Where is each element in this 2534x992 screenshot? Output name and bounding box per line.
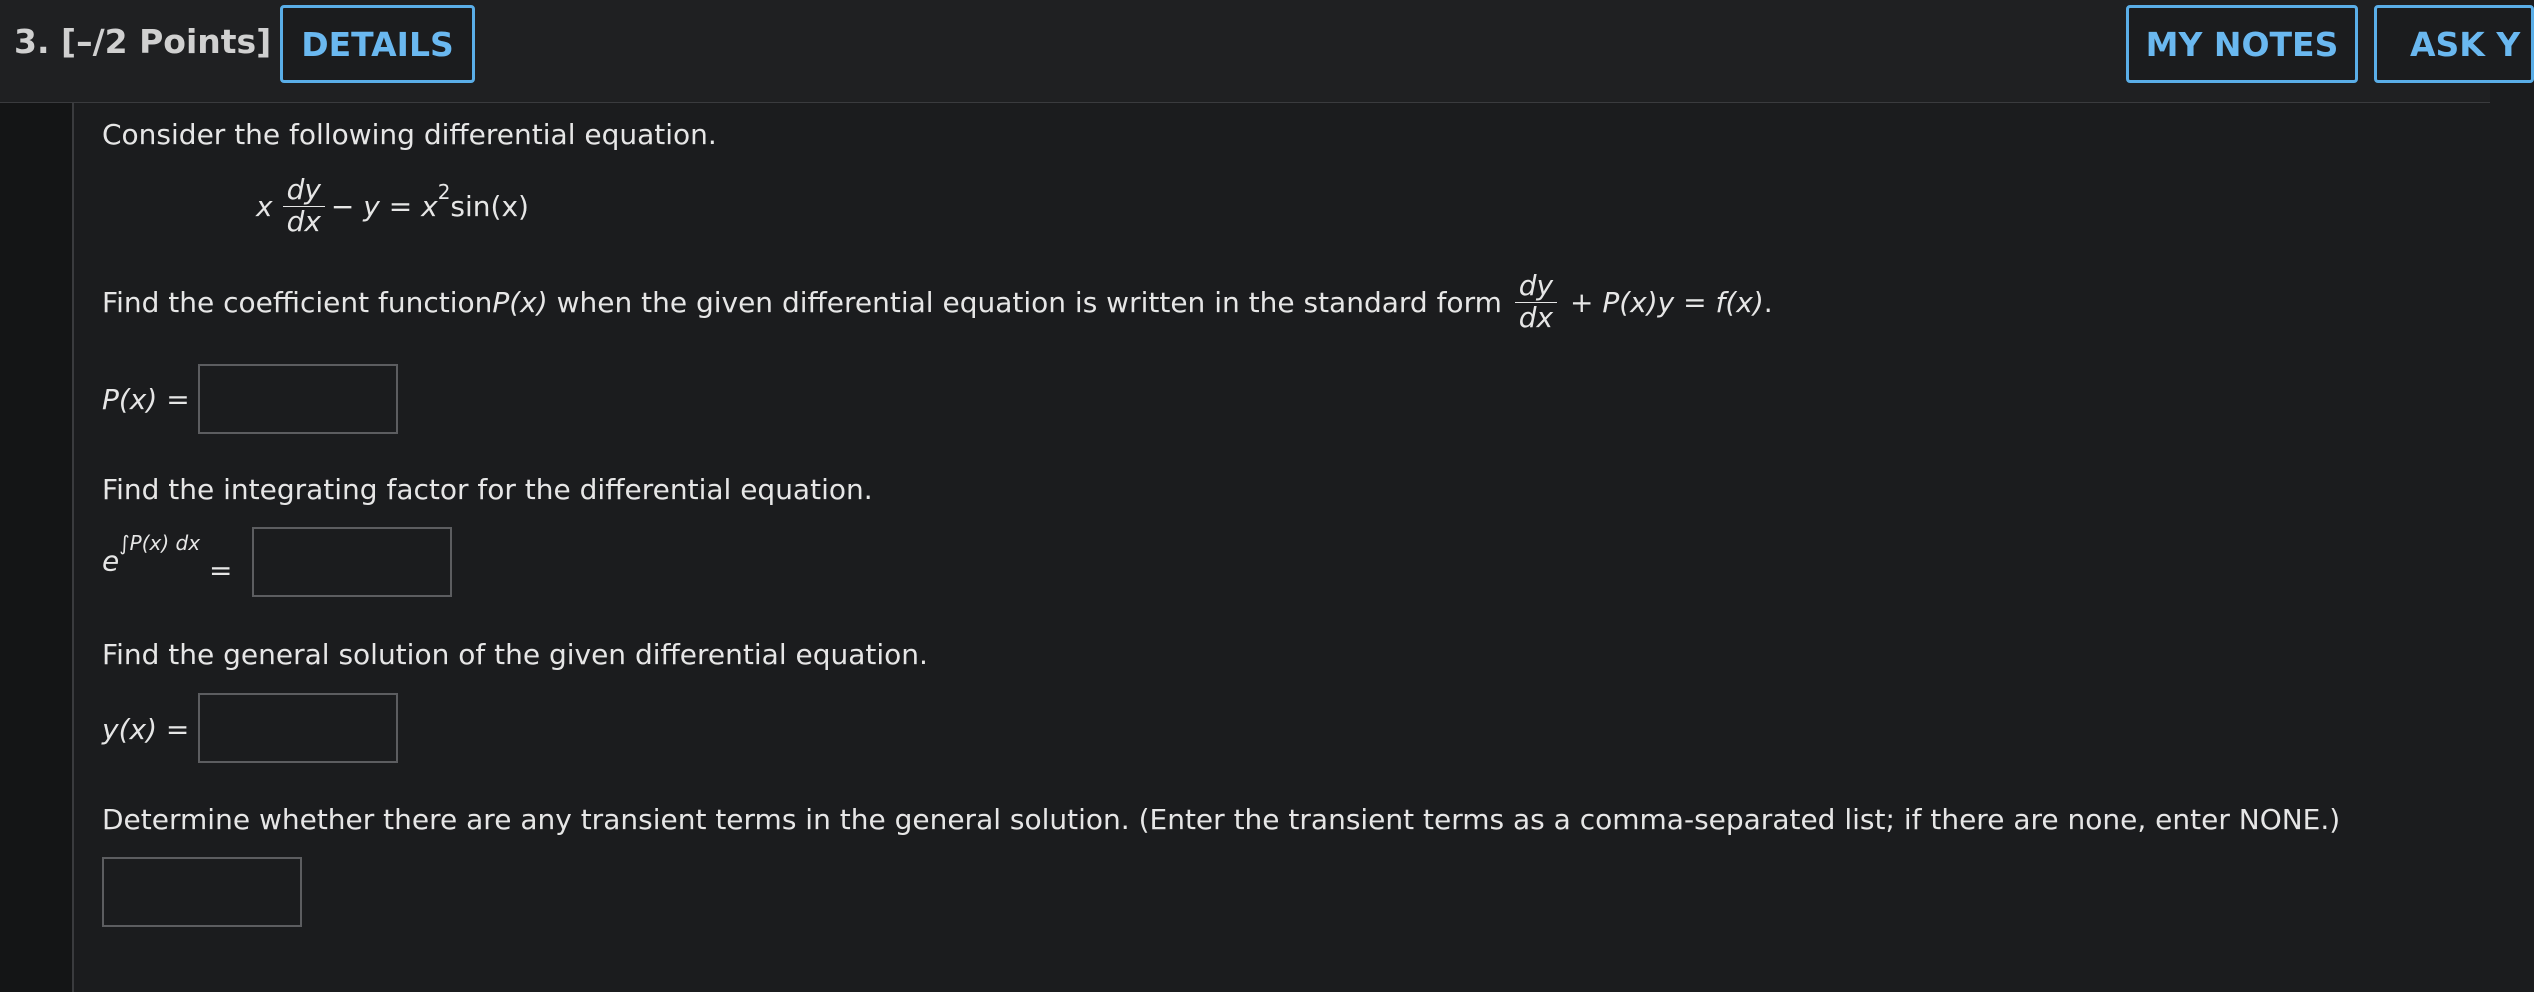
q1-text-before: Find the coefficient function xyxy=(102,285,493,319)
q1-form-plus: + xyxy=(1561,285,1603,319)
q3-label xyxy=(102,713,189,746)
eq-exp: 2 xyxy=(437,180,451,205)
question-title xyxy=(14,22,271,61)
q1-std-form-derivative xyxy=(1515,271,1557,334)
q1-text-P: P(x) xyxy=(492,285,548,319)
answer-input-transient-terms[interactable] xyxy=(102,857,302,927)
q1-label xyxy=(102,383,190,416)
eq-derivative xyxy=(283,175,325,238)
q1-form-Pxy: P(x)y xyxy=(1602,285,1675,319)
q1-prompt xyxy=(102,271,1773,334)
q2-label-base: e xyxy=(102,544,120,578)
answer-input-integrating-factor[interactable] xyxy=(252,527,452,597)
q1-form-eq: = xyxy=(1674,285,1716,319)
q3-label-eq: = xyxy=(165,713,190,746)
q1-form-period: . xyxy=(1763,285,1773,319)
answer-input-general-solution[interactable] xyxy=(198,693,398,763)
question-points: [–/2 Points] xyxy=(61,22,272,61)
q1-text-after: when the given differential equation is written in the standard form xyxy=(547,285,1511,319)
q2-label-exp: ∫P(x) dx xyxy=(119,531,201,555)
q1-num: dy xyxy=(1515,271,1557,303)
question-header xyxy=(0,0,2521,103)
my-notes-button[interactable]: MY NOTES xyxy=(2126,5,2358,83)
q3-label-y: y(x) xyxy=(102,713,157,746)
details-button[interactable]: DETAILS xyxy=(280,5,475,83)
q4-text: Determine whether there are any transient terms in the general solution. (Enter the transient terms as a comma-separated list; if there are none, enter NONE.) xyxy=(102,803,2341,836)
q2-text: Find the integrating factor for the differential equation. xyxy=(102,473,873,506)
question-number: 3. xyxy=(14,22,50,61)
q1-label-eq: = xyxy=(166,383,190,416)
q1-label-P: P(x) xyxy=(102,383,158,416)
q2-label-eq: = xyxy=(208,554,233,588)
q1-den: dx xyxy=(1518,300,1554,334)
eq-tail: sin(x) xyxy=(450,189,529,223)
intro-text: Consider the following differential equation. xyxy=(102,118,717,151)
ask-your-teacher-button[interactable]: ASK Y xyxy=(2374,5,2534,83)
q1-form-fx: f(x) xyxy=(1715,285,1764,319)
eq-x: x xyxy=(256,189,273,223)
q2-label xyxy=(102,531,233,588)
eq-den: dx xyxy=(286,204,321,238)
left-rail xyxy=(0,103,74,992)
eq-rest: − y = x xyxy=(330,189,438,223)
answer-input-P[interactable] xyxy=(198,364,398,434)
question-body xyxy=(102,103,2490,992)
eq-num: dy xyxy=(283,175,325,207)
differential-equation xyxy=(256,175,529,238)
q3-text: Find the general solution of the given differential equation. xyxy=(102,638,928,671)
